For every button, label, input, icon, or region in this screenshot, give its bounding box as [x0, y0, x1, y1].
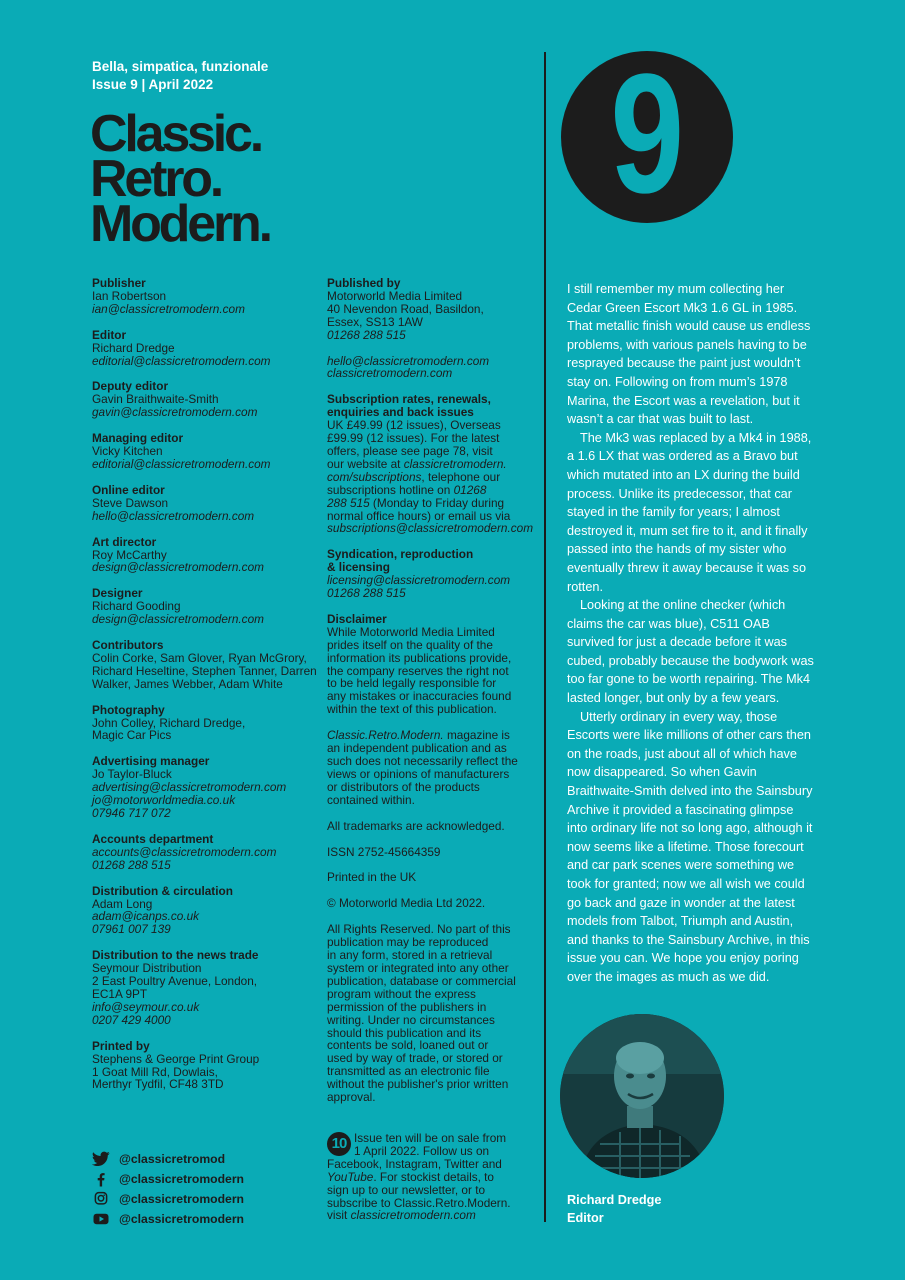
credit-text: approval.: [327, 1090, 376, 1105]
credit-text: UK £49.99 (12 issues), Overseas: [327, 418, 501, 433]
next-issue-badge: 10: [327, 1132, 351, 1156]
credit-block: [327, 613, 537, 716]
credit-text: Motorworld Media Limited: [327, 288, 463, 303]
instagram-icon: [92, 1191, 110, 1207]
credit-text: licensing@classicretromodern.com: [327, 573, 511, 588]
credit-block: [327, 820, 537, 833]
credit-line[interactable]: [92, 923, 317, 936]
credit-text: John Colley, Richard Dredge,: [92, 715, 246, 730]
credit-heading: Editor: [92, 327, 127, 342]
credit-text: in any form, stored in a retrieval: [327, 948, 493, 963]
editor-portrait-photo: [560, 1014, 724, 1178]
next-issue-text-tail: . For stockist details, to: [373, 1169, 494, 1184]
credit-text: All trademarks are acknowledged.: [327, 818, 505, 833]
credit-text: such does not necessarily reflect the: [327, 754, 518, 768]
credit-text: 07946 717 072: [92, 806, 171, 820]
issue-date-line: Issue 9 | April 2022: [92, 77, 214, 92]
credit-line: [327, 1091, 537, 1104]
editorial-paragraph: I still remember my mum collecting her Cedar Green Escort Mk3 1.6 GL in 1985. That metallic finish would cause us endless problems, with various panels having to be resprayed because the paint just wouldn’t stay on. Following on from mum’s 1978 Marina, the Escort was a revelation, but it wasn’t a car that was built to last.: [567, 282, 811, 427]
credit-line[interactable]: [327, 367, 537, 380]
credit-line[interactable]: [92, 807, 317, 820]
next-issue-text-part: sign up to our newsletter, or to: [327, 1182, 486, 1197]
credit-block: [92, 277, 317, 316]
credit-text: Essex, SS13 1AW: [327, 314, 423, 329]
credit-heading: Advertising manager: [92, 754, 210, 769]
editorial-paragraph: Utterly ordinary in every way, those Escorts were like millions of other cars then on the roads, just about all of which have now disappeared. So when Gavin Braithwaite-Smith delved into the Sainsbury Archive it provided a fascinating glimpse into ordinary life not so long ago, although it now seems like a lifetime. Those forecourt and car park scenes were something we took for granted; now we all wish we could go back and gaze in wonder at the latest models from Talbot, Triumph and Austin, and thanks to the Sainsbury Archive, in this issue you can. We hope you enjoy poring over the images as much as we did.: [567, 709, 813, 984]
credit-text: transmitted as an electronic file: [327, 1064, 490, 1079]
credit-line[interactable]: [92, 303, 317, 316]
credit-text: normal office hours) or email us via: [327, 508, 511, 523]
credit-text: ian@classicretromodern.com: [92, 301, 245, 316]
credit-text: views or opinions of manufacturers: [327, 766, 510, 781]
credit-text: 01268 288 515: [327, 327, 406, 342]
credit-line: [92, 678, 317, 691]
credit-text: 01268 288 515: [92, 857, 171, 872]
next-issue-text-part: subscribe to Classic.Retro.Modern.: [327, 1195, 511, 1210]
credit-heading: Photography: [92, 702, 165, 717]
credit-block: [92, 380, 317, 419]
credit-text: jo@motorworldmedia.co.uk: [92, 793, 236, 808]
credit-line[interactable]: [92, 1014, 317, 1027]
credit-text: contents be sold, loaned out or: [327, 1038, 489, 1053]
credit-text: accounts@classicretromodern.com: [92, 844, 277, 859]
credit-text: Richard Heseltine, Stephen Tanner, Darren: [92, 663, 317, 678]
credit-block: [92, 432, 317, 471]
next-issue-text-part: Facebook, Instagram, Twitter and: [327, 1156, 502, 1171]
credit-block: [327, 897, 537, 910]
credit-line[interactable]: [327, 329, 537, 342]
credit-text: any mistakes or inaccuracies found: [327, 689, 512, 704]
social-links: [92, 1149, 244, 1229]
credit-text: Richard Gooding: [92, 599, 181, 614]
credit-block: [327, 277, 537, 342]
credit-text: com/subscriptions: [327, 469, 422, 484]
credit-block: [327, 871, 537, 884]
credit-text: £99.99 (12 issues). For the latest: [327, 431, 500, 446]
credit-block: [327, 846, 537, 859]
credits-column-left: [92, 277, 317, 1104]
editorial-paragraph: The Mk3 was replaced by a Mk4 in 1988, a 1.6 LX that was ordered as a Bravo but which mutated into an LX during the build process. Unlike its predecessor, that car stayed in the family for years; I almost destroyed it, mum set fire to it, and it finally passed into the hands of my sister who eventually threw it away because it was so rotten.: [567, 430, 812, 594]
credit-block: [92, 536, 317, 575]
credit-text: to be held legally responsible for: [327, 676, 497, 691]
credit-line: [327, 871, 537, 884]
social-handle: @classicretromodern: [119, 1192, 245, 1206]
credit-text: design@classicretromodern.com: [92, 560, 264, 575]
credit-text: used by way of trade, or stored or: [327, 1051, 503, 1066]
credit-text: info@seymour.co.uk: [92, 999, 200, 1014]
credit-text: 1 Goat Mill Rd, Dowlais,: [92, 1064, 218, 1079]
credit-text: 0207 429 4000: [92, 1012, 171, 1027]
editor-portrait: [560, 1014, 724, 1178]
credit-block: [92, 587, 317, 626]
credit-heading: Accounts department: [92, 831, 214, 846]
credit-text: program without the express: [327, 986, 476, 1001]
credit-text: © Motorworld Media Ltd 2022.: [327, 896, 486, 911]
next-issue-text-part: Issue ten will be on sale from: [354, 1131, 507, 1145]
credit-block: [92, 329, 317, 368]
credit-text: or distributors of the products: [327, 779, 480, 794]
credit-text: an independent publication and as: [327, 741, 507, 756]
credit-text: Seymour Distribution: [92, 961, 202, 976]
credit-heading: Distribution to the news trade: [92, 948, 259, 963]
credit-block: [327, 548, 537, 600]
credit-block: [92, 484, 317, 523]
credit-text: Magic Car Pics: [92, 728, 172, 743]
masthead-line-modern: Modern.: [90, 195, 270, 253]
credit-text: Vicky Kitchen: [92, 444, 163, 459]
credit-text: 07961 007 139: [92, 922, 171, 937]
next-issue-notice: [327, 1132, 533, 1222]
credit-block: [92, 949, 317, 1026]
editorial-text: [567, 280, 817, 987]
credit-text: within the text of this publication.: [327, 702, 497, 717]
credit-line[interactable]: [92, 510, 317, 523]
credit-text: should this publication and its: [327, 1025, 482, 1040]
credit-text-tail: classicretromodern.: [403, 456, 507, 471]
credit-line: [327, 897, 537, 910]
credit-line[interactable]: [327, 522, 537, 535]
credit-text-tail: 01268: [453, 482, 487, 497]
credit-heading: Disclaimer: [327, 611, 387, 626]
masthead-line-classic: Classic.: [90, 105, 261, 163]
credit-text: contained within.: [327, 792, 415, 807]
credit-text: Classic.Retro.Modern.: [327, 728, 444, 743]
credit-text: the company reserves the right not: [327, 663, 509, 678]
credit-text: Ian Robertson: [92, 288, 167, 303]
credit-text: classicretromodern.com: [327, 366, 453, 381]
credit-heading: & licensing: [327, 560, 390, 575]
credit-line: [327, 820, 537, 833]
credit-block: [92, 704, 317, 743]
credit-text: information its publications provide,: [327, 650, 512, 665]
credit-line[interactable]: [92, 458, 317, 471]
credit-text: Adam Long: [92, 896, 153, 911]
next-issue-text-part: 1 April 2022. Follow us on: [354, 1143, 490, 1158]
credit-text: without the publisher's prior written: [327, 1077, 509, 1092]
credit-text: Walker, James Webber, Adam White: [92, 676, 283, 691]
credit-line[interactable]: [92, 613, 317, 626]
credit-text: writing. Under no circumstances: [327, 1012, 495, 1027]
credit-text: 288 515: [327, 495, 370, 510]
credit-text: permission of the publishers in: [327, 999, 487, 1014]
credit-line: [92, 729, 317, 742]
social-youtube[interactable]: [92, 1209, 244, 1229]
credit-text: our website at: [327, 456, 404, 471]
credit-line[interactable]: [327, 587, 537, 600]
tagline: Bella, simpatica, funzionale: [92, 59, 269, 74]
credit-text: Printed in the UK: [327, 870, 417, 885]
next-issue-text-part: visit: [327, 1208, 351, 1223]
next-issue-line: [327, 1209, 533, 1222]
credit-text: gavin@classicretromodern.com: [92, 405, 258, 420]
credit-heading: Distribution & circulation: [92, 883, 233, 898]
credit-text: hello@classicretromodern.com: [327, 353, 490, 368]
next-issue-text: [327, 1132, 533, 1222]
social-handle: @classicretromodern: [119, 1172, 245, 1186]
youtube-icon: [92, 1211, 110, 1227]
credit-text: hello@classicretromodern.com: [92, 508, 255, 523]
credit-line[interactable]: [92, 406, 317, 419]
credit-block: [92, 885, 317, 937]
social-handle: @classicretromod: [119, 1152, 226, 1166]
credit-block: [327, 393, 537, 535]
social-instagram[interactable]: [92, 1189, 244, 1209]
credit-text: Stephens & George Print Group: [92, 1051, 260, 1066]
column-divider: [544, 52, 546, 1222]
credit-text: offers, please see page 78, visit: [327, 443, 493, 458]
credit-line: [92, 1078, 317, 1091]
credit-text: 01268 288 515: [327, 586, 406, 601]
signoff-role: Editor: [567, 1211, 604, 1225]
credit-heading: Contributors: [92, 638, 164, 653]
credit-text: Jo Taylor-Bluck: [92, 767, 172, 782]
credit-heading: Subscription rates, renewals,: [327, 392, 491, 407]
credit-line[interactable]: [92, 859, 317, 872]
credit-heading: Publisher: [92, 276, 146, 290]
next-issue-text-tail: classicretromodern.com: [350, 1208, 476, 1223]
credit-text: design@classicretromodern.com: [92, 612, 264, 627]
credit-block: [327, 355, 537, 381]
credit-text: EC1A 9PT: [92, 986, 148, 1001]
credit-line: [327, 846, 537, 859]
credit-heading: enquiries and back issues: [327, 405, 474, 420]
social-facebook[interactable]: [92, 1169, 244, 1189]
credit-text-tail: magazine is: [443, 728, 510, 743]
credit-text: subscriptions@classicretromodern.com: [327, 521, 534, 536]
credit-block: [327, 923, 537, 1104]
credit-text: 2 East Poultry Avenue, London,: [92, 974, 258, 989]
credit-heading: Online editor: [92, 482, 165, 497]
masthead-logo: [90, 105, 270, 253]
issue-number: 9: [610, 51, 684, 223]
issue-number-badge: [561, 51, 733, 223]
credit-text-tail: , telephone our: [421, 469, 501, 484]
twitter-icon: [92, 1151, 110, 1167]
facebook-icon: [92, 1171, 110, 1187]
credit-heading: Syndication, reproduction: [327, 547, 474, 562]
credit-text: system or integrated into any other: [327, 960, 509, 975]
credit-text: Steve Dawson: [92, 495, 169, 510]
credit-heading: Managing editor: [92, 431, 184, 446]
credit-block: [92, 755, 317, 820]
credit-text: adam@icanps.co.uk: [92, 909, 200, 924]
credit-heading: Printed by: [92, 1038, 150, 1053]
credit-text: While Motorworld Media Limited: [327, 624, 495, 639]
credit-block: [92, 833, 317, 872]
credit-text: publication, database or commercial: [327, 973, 516, 988]
social-handle: @classicretromodern: [119, 1212, 245, 1226]
credit-block: [327, 729, 537, 806]
credit-text: prides itself on the quality of the: [327, 637, 493, 652]
credit-heading: Designer: [92, 586, 143, 601]
editorial-paragraph: Looking at the online checker (which claims the car was blue), C511 OAB survived for just a decade before it was cubed, probably because the bodywork was too far gone to be worth repairing. The Mk4 lasted longer, but only by a few years.: [567, 598, 814, 706]
credits-column-right: [327, 277, 537, 1117]
credit-text: Merthyr Tydfil, CF48 3TD: [92, 1077, 224, 1092]
credit-block: [92, 639, 317, 691]
next-issue-text-part: YouTube: [327, 1169, 374, 1184]
credit-block: [92, 1040, 317, 1092]
credit-heading: Art director: [92, 534, 157, 549]
credit-text: Roy McCarthy: [92, 547, 167, 562]
credit-text: advertising@classicretromodern.com: [92, 780, 287, 795]
credit-line[interactable]: [92, 561, 317, 574]
credit-text: Colin Corke, Sam Glover, Ryan McGrory,: [92, 650, 307, 665]
credit-heading: Deputy editor: [92, 379, 169, 394]
credit-line: [327, 703, 537, 716]
signoff-name: Richard Dredge: [567, 1193, 662, 1207]
credit-text: editorial@classicretromodern.com: [92, 353, 271, 368]
credit-text: 40 Nevendon Road, Basildon,: [327, 301, 484, 316]
credit-text: subscriptions hotline on: [327, 482, 454, 497]
credit-text: ISSN 2752-45664359: [327, 844, 441, 859]
credit-line[interactable]: [92, 355, 317, 368]
credit-text: editorial@classicretromodern.com: [92, 456, 271, 471]
credit-line: [327, 794, 537, 807]
masthead-line-retro: Retro.: [90, 150, 222, 208]
credit-text: All Rights Reserved. No part of this: [327, 922, 511, 937]
credit-text: Richard Dredge: [92, 340, 175, 355]
credit-text: Gavin Braithwaite-Smith: [92, 392, 219, 407]
credit-text-tail: (Monday to Friday during: [369, 495, 505, 510]
credit-heading: Published by: [327, 276, 401, 290]
social-twitter[interactable]: [92, 1149, 244, 1169]
credit-text: publication may be reproduced: [327, 935, 489, 950]
